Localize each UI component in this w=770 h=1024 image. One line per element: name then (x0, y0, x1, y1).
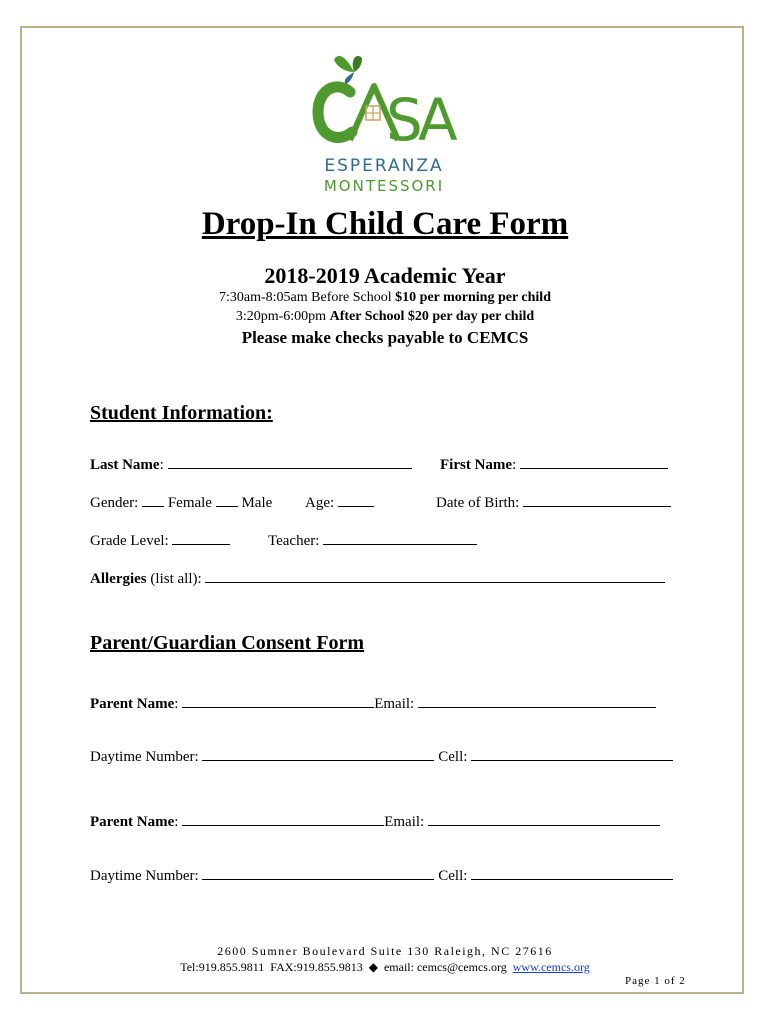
parent1-daytime-label: Daytime Number: (90, 749, 199, 765)
last-name-field[interactable] (168, 456, 412, 469)
after-school-price: $20 per day per child (407, 309, 535, 324)
before-school-price: $10 per morning per child (395, 290, 551, 305)
allergies-row (90, 570, 665, 588)
dob-label: Date of Birth: (436, 495, 520, 511)
after-school-line (0, 309, 770, 325)
female-checkbox[interactable] (142, 494, 164, 507)
parent1-daytime-field[interactable] (202, 748, 434, 761)
before-school-time: 7:30am-8:05am Before School (219, 290, 392, 305)
parent2-name-field[interactable] (182, 813, 384, 826)
footer-website-link[interactable]: www.cemcs.org (512, 960, 590, 974)
first-name-label: First Name (440, 457, 513, 473)
parent2-email-field[interactable] (428, 813, 660, 826)
svg-text:S: S (386, 86, 423, 154)
allergies-label: Allergies (90, 571, 147, 587)
gender-row (90, 494, 272, 512)
dob-field[interactable] (523, 494, 671, 507)
age-label: Age: (305, 495, 335, 511)
footer-fax: FAX:919.855.9813 (270, 960, 363, 974)
parent-consent-heading: Parent/Guardian Consent Form (90, 632, 365, 654)
parent1-email-label: Email: (374, 696, 415, 712)
male-label: Male (241, 495, 273, 511)
allergies-field[interactable] (205, 570, 665, 583)
grade-field[interactable] (172, 532, 230, 545)
logo-line-montessori: MONTESSORI (323, 177, 445, 195)
academic-year: 2018-2019 Academic Year (264, 263, 506, 288)
age-row (305, 494, 374, 512)
grade-label: Grade Level: (90, 533, 169, 549)
parent2-name-label: Parent Name (90, 814, 175, 830)
page-number: Page 1 of 2 (625, 975, 686, 987)
last-name-row: Last Name: (90, 456, 412, 474)
footer-address: 2600 Sumner Boulevard Suite 130 Raleigh, NC 27616 (217, 944, 553, 958)
parent2-name-row: Parent Name: Email: (90, 813, 660, 831)
male-checkbox[interactable] (216, 494, 238, 507)
after-school-time: 3:20pm-6:00pm (235, 309, 327, 324)
teacher-row (268, 532, 477, 550)
parent2-daytime-field[interactable] (202, 867, 434, 880)
svg-text:A: A (418, 86, 458, 154)
dob-row (436, 494, 671, 512)
gender-label: Gender: (90, 495, 139, 511)
age-field[interactable] (338, 494, 374, 507)
parent2-cell-field[interactable] (471, 867, 673, 880)
first-name-row: First Name: (440, 456, 668, 474)
parent1-cell-label: Cell: (438, 749, 468, 765)
parent2-cell-label: Cell: (438, 868, 468, 884)
teacher-label: Teacher: (268, 533, 320, 549)
footer-contact-line (0, 960, 770, 975)
diamond-bullet-icon: ◆ (368, 960, 378, 974)
allergies-note: (list all): (150, 571, 202, 587)
parent1-cell-field[interactable] (471, 748, 673, 761)
grade-row (90, 532, 230, 550)
checks-payable-note: Please make checks payable to CEMCS (241, 328, 529, 347)
parent2-daytime-label: Daytime Number: (90, 868, 199, 884)
parent1-name-label: Parent Name (90, 696, 175, 712)
school-logo (316, 34, 458, 195)
first-name-field[interactable] (520, 456, 668, 469)
after-school-label: After School (329, 309, 405, 324)
footer-tel: Tel:919.855.9811 (180, 960, 265, 974)
before-school-line (0, 290, 770, 306)
parent2-email-label: Email: (384, 814, 425, 830)
parent2-phone-row (90, 867, 673, 885)
last-name-label: Last Name (90, 457, 160, 473)
teacher-field[interactable] (323, 532, 477, 545)
parent1-email-field[interactable] (418, 695, 656, 708)
student-info-heading: Student Information: (90, 402, 273, 424)
female-label: Female (167, 495, 212, 511)
logo-line-esperanza: ESPERANZA (324, 156, 444, 176)
casa-logo-graphic (316, 50, 458, 154)
form-title: Drop-In Child Care Form (201, 206, 569, 242)
parent1-name-row: Parent Name: Email: (90, 695, 656, 713)
footer-email: email: cemcs@cemcs.org (383, 960, 507, 974)
parent1-phone-row (90, 748, 673, 766)
parent1-name-field[interactable] (182, 695, 374, 708)
